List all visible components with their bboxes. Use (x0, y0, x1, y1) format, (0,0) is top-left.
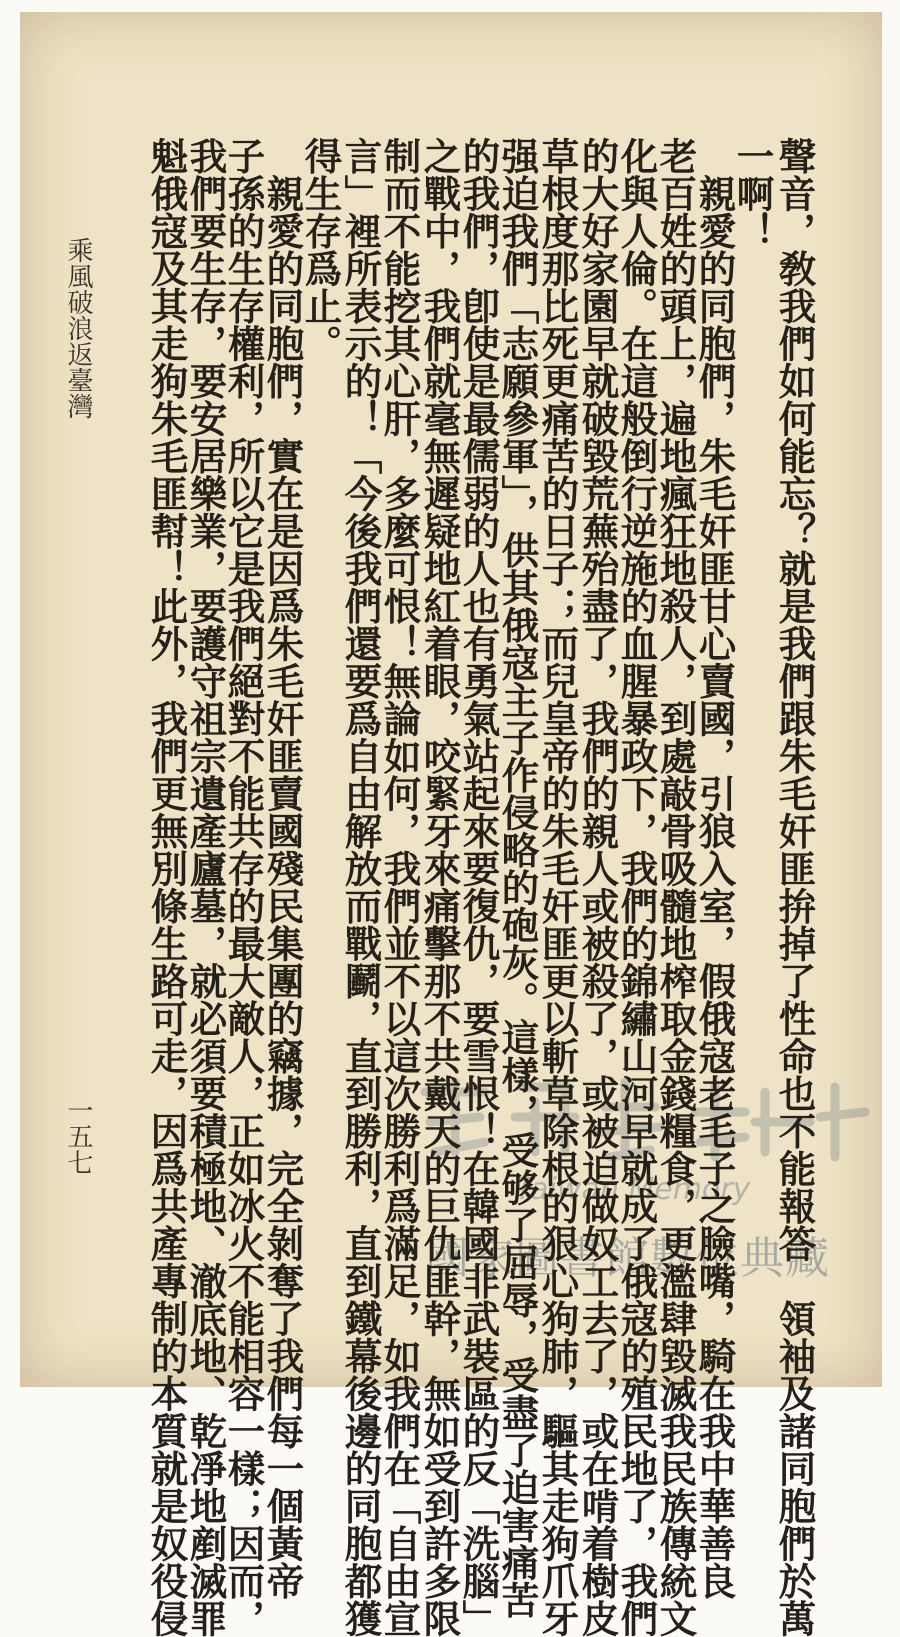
text-column: 制而不能挖其心肝，多麼可恨！無論如何，我們並不以這次勝利爲滿足，如我們在「自由宣 (377, 137, 422, 1637)
text-column: 化與人倫。在這般倒行逆施的血腥暴政下，我們的錦繡山河早就成了俄寇的殖民地了，我們 (614, 137, 659, 1637)
text-column: 强迫我們「志願參軍」，供其俄寇主子作侵略的砲灰。這樣，受够了屈辱，受盡了迫害痛苦 (495, 137, 540, 1619)
text-column: 老百姓的頭上，遍地瘋狂地殺人，到處敲骨吸髓地榨取金錢糧食，更濫肆毀滅我民族傳統文 (653, 137, 698, 1637)
text-column: 我們要生存，要安居樂業，要護守祖宗遺產廬墓，就必須要積極地、澈底地、乾凈地剷滅罪 (183, 137, 228, 1637)
text-column: 親愛的同胞們，實在是因爲朱毛奸匪賣國殘民集團的竊據，完全剝奪了我們每一個黃帝 (260, 137, 305, 1600)
text-column: 的大好家園早就破毀荒蕪殆盡了，我們的親人或被殺了，或被迫做奴工去了，或在啃着樹皮 (575, 137, 620, 1637)
text-column: 草根度那比死更痛苦的日子；而兒皇帝的朱毛奸匪更以斬草除根的狠心狗肺，驅其走狗爪牙 (535, 137, 580, 1637)
book-page (20, 12, 882, 1637)
watermark-sub: Taiwan Memory (515, 1172, 751, 1207)
text-column: 子孫的生存權利，所以它是我們絕對不能共存的最大敵人，正如冰火不能相容一樣；因而， (221, 137, 266, 1637)
watermark-text: 國家圖書館數位典藏 (425, 1233, 830, 1284)
text-column: 一啊！ (730, 137, 775, 250)
text-column: 親愛的同胞們，朱毛奸匪甘心賣國，引狼入室，假俄寇老毛子之臉嘴，騎在我中華善良 (692, 137, 737, 1600)
text-column: 魁俄寇及其走狗朱毛匪幇！此外，我們更無別條生路可走，因爲共產專制的本質就是奴役侵 (144, 137, 189, 1637)
text-column: 之戰中，我們就毫無遲疑地紅着眼，咬緊牙來痛擊那不共戴天的巨仇匪幹，無如受到許多限 (417, 137, 462, 1637)
text-column: 得生存爲止。 (298, 137, 343, 362)
text-column: 言」裡所表示的！「今後我們還要爲自由解放而戰鬬，直到勝利，直到鐵幕後邊的同胞都獲 (338, 137, 383, 1637)
page-number: 一五七 (63, 1097, 93, 1175)
running-title: 乘風破浪返臺灣 (63, 237, 93, 419)
text-column: 聲音，敎我們如何能忘？就是我們跟朱毛奸匪拚掉了性命也不能報答 領袖及諸同胞們於萬 (772, 137, 817, 1637)
text-column: 的我們，卽使是最儒弱的人也有勇氣站起來要復仇，要雪恨！在韓國非武裝區的反「洗腦」 (456, 137, 501, 1637)
